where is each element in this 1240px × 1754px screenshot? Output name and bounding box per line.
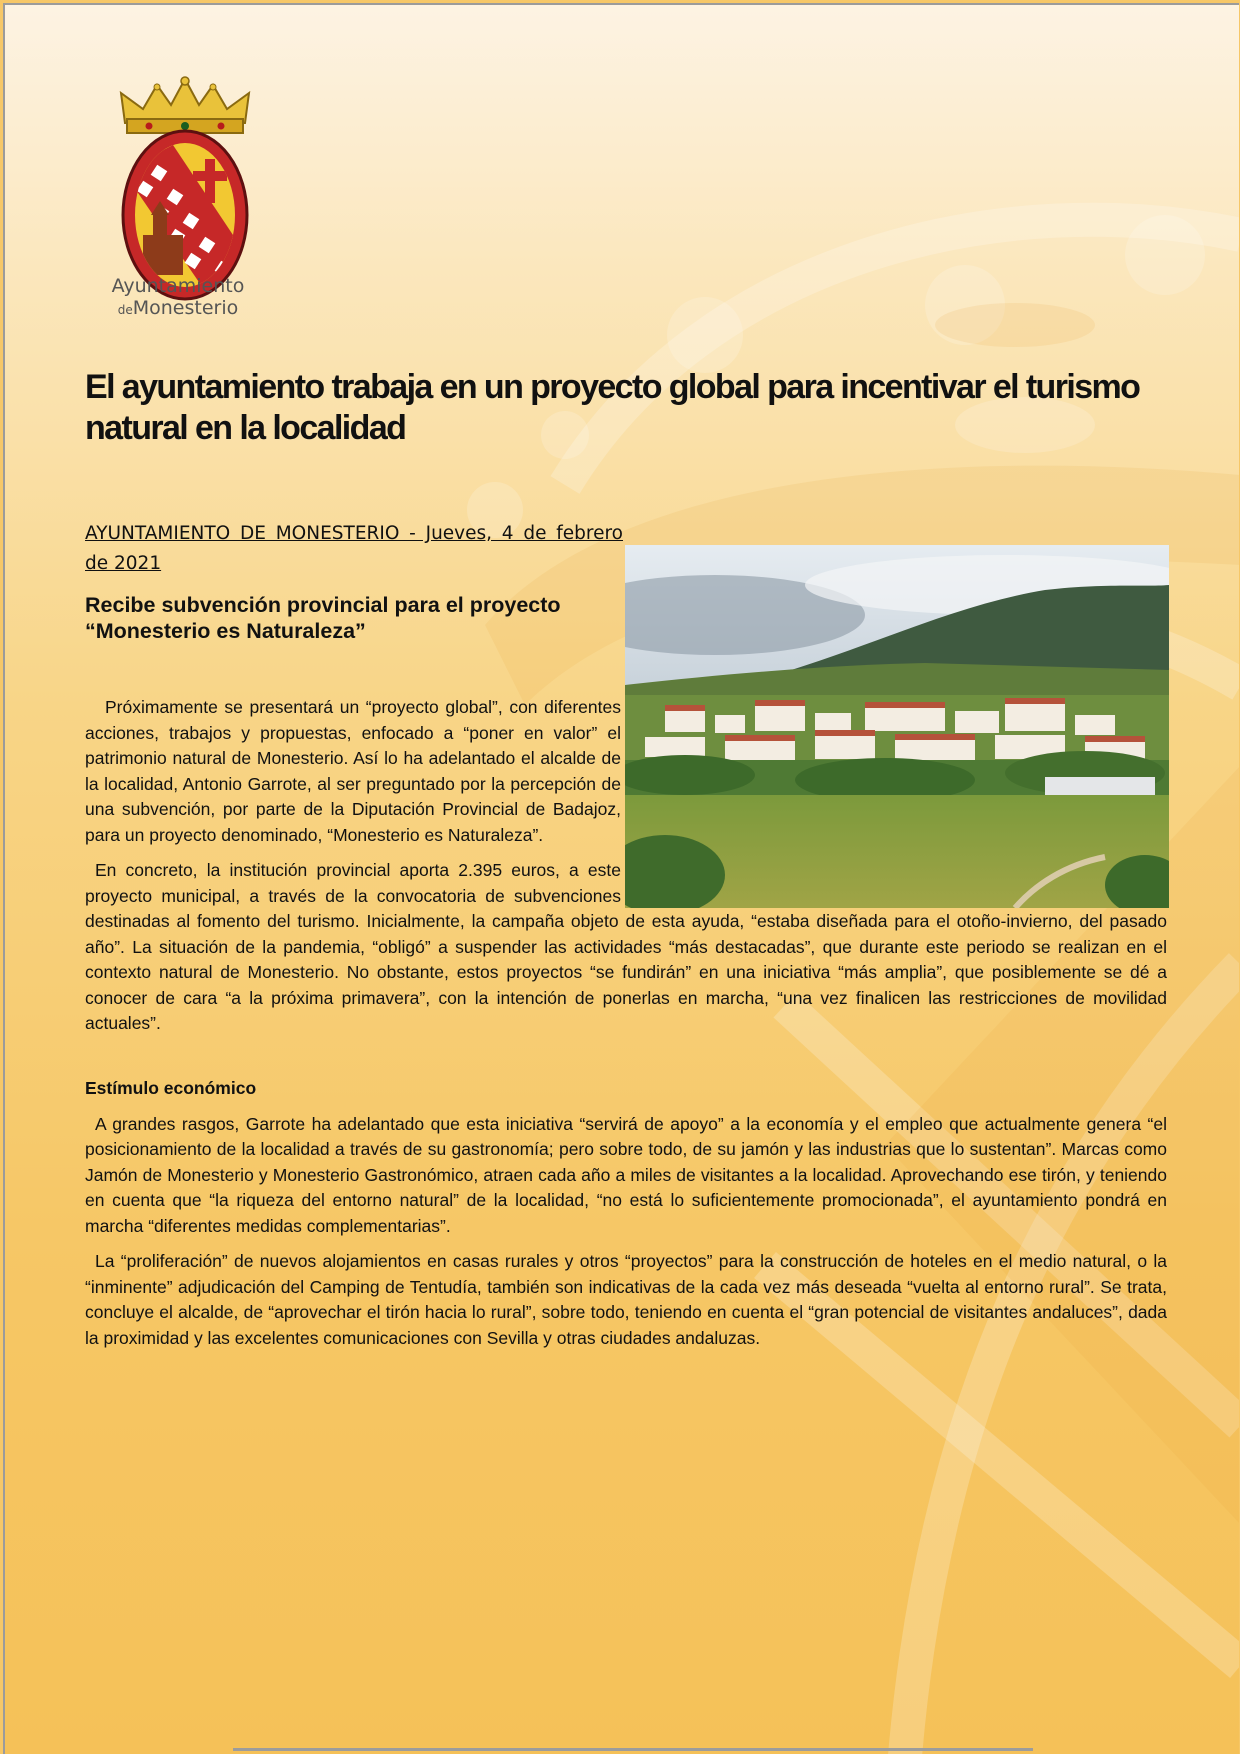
logo-caption-monesterio: Monesterio — [132, 297, 239, 319]
paragraph-2-part-a: En concreto, la institución provincial aporta 2.395 euros, a este proyecto municipal, a través de la convocatoria de subvenciones destinadas al fomento del turismo. — [85, 860, 621, 931]
logo-caption — [103, 275, 253, 321]
footer-divider — [233, 1748, 1033, 1751]
photo-wrap-spacer — [621, 858, 1167, 902]
paragraph-4: La “proliferación” de nuevos alojamientos en casas rurales y otros “proyectos” para la construcción de hoteles en el medio natural, o la “inminente” adjudicación del Camping de Tentudía, también son indicativas de la cada vez más deseada “vuelta al entorno rural”. Se trata, concluye el alcalde, de “aprovechar el tirón hacia lo rural”, sobre todo, teniendo en cuenta el “gran potencial de visitantes andaluces”, dada la proximidad y las excelentes comunicaciones con Sevilla y otras ciudades andaluzas. — [85, 1251, 1167, 1348]
article-subtitle: Recibe subvención provincial para el proyecto “Monesterio es Naturaleza” — [85, 593, 561, 643]
logo-caption-line1: Ayuntamiento — [111, 275, 245, 297]
article-body-top — [85, 695, 1167, 1047]
article-body-bottom — [85, 1076, 1167, 1361]
paragraph-2 — [85, 858, 1167, 1037]
paragraph-2-part-b: Inicialmente, la campaña objeto de esta ayuda, “estaba diseñada para el otoño-invierno, del pasado año”. La situación de la pandemia, “obligó” a suspender las actividades “más destacadas”, que durante este periodo se realizan en el contexto natural de Monesterio. No obstante, estos proyectos “se fundirán” en una iniciativa “más amplia”, que posiblemente se dé a conocer de cara “a la próxima primavera”, con la intención de ponerlas en marcha, “una vez finalicen las restricciones de movilidad actuales”. — [85, 911, 1167, 1033]
article-headline: El ayuntamiento trabaja en un proyecto global para incentivar el turismo natural en la localidad — [85, 368, 1140, 447]
logo-caption-de: de — [117, 303, 133, 317]
document-page — [3, 3, 1239, 1754]
section-subheading: Estímulo económico — [85, 1078, 257, 1098]
paragraph-3: A grandes rasgos, Garrote ha adelantado que esta iniciativa “servirá de apoyo” a la economía y el empleo que actualmente genera “el posicionamiento de la localidad a través de su gastronomía; pero sobre todo, de su jamón y las industrias que lo sustentan”. Marcas como Jamón de Monesterio y Monesterio Gastronómico, atraen cada año a miles de visitantes a la localidad. Aprovechando ese tirón, y teniendo en cuenta que “la riqueza del entorno natural” de la localidad, “no está lo suficientemente promocionada”, el ayuntamiento pondrá en marcha “diferentes medidas complementarias”. — [85, 1113, 1167, 1236]
logo-caption-line2 — [103, 297, 253, 321]
article-dateline: AYUNTAMIENTO DE MONESTERIO - Jueves, 4 de febrero de 2021 — [85, 523, 623, 574]
paragraph-1: Próximamente se presentará un “proyecto global”, con diferentes acciones, trabajos y propuestas, enfocado a “poner en valor” el patrimonio natural de Monesterio. Así lo ha adelantado el alcalde de la localidad, Antonio Garrote, al ser preguntado por la percepción de una subvención, por parte de la Diputación Provincial de Badajoz, para un proyecto denominado, “Monesterio es Naturaleza”. — [85, 697, 621, 845]
